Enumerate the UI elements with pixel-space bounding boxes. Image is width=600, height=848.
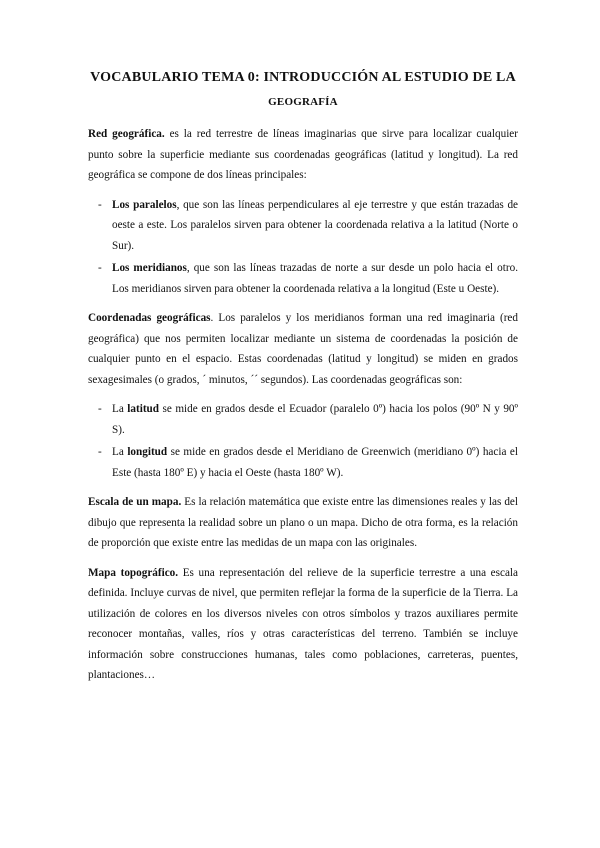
list-dash: - (98, 198, 102, 211)
meridianos-term: Los meridianos (112, 262, 187, 274)
coordenadas-text: . Los paralelos y los meridianos forman una red imaginaria (red geográfica) que nos permiten localizar mediante un sistema de coordenadas la posición de cualquier punto en el espacio. Estas coordenadas (latitud y longitud) se miden en grados sexagesimales (o grados, ´ minutos, ´´ segundos). Las coordenadas geográficas son: (88, 312, 518, 386)
list-item-longitud (98, 442, 518, 483)
list-item-paralelos (98, 195, 518, 257)
meridianos-text: , que son las líneas trazadas de norte a sur desde un polo hacia el otro. Los meridianos sirven para obtener la coordenada relativa a la longitud (Este u Oeste). (112, 262, 518, 295)
list-item-latitud (98, 399, 518, 440)
mapa-topografico-paragraph (88, 563, 518, 686)
title-line-2: GEOGRAFÍA (268, 96, 338, 108)
list-dash: - (98, 403, 102, 415)
longitud-term: longitud (127, 446, 168, 458)
escala-term: Escala de un mapa. (88, 496, 182, 508)
latitud-pre: La (112, 403, 128, 415)
list-item-meridianos (98, 258, 518, 299)
red-geografica-list (88, 195, 518, 300)
list-dash: - (98, 262, 102, 274)
longitud-text: se mide en grados desde el Meridiano de Greenwich (meridiano 0º) hacia el Este (hasta 180º E) y hacia el Oeste (hasta 180º W). (112, 446, 518, 479)
escala-text: Es la relación matemática que existe entre las dimensiones reales y las del dibujo que representa la realidad sobre un plano o un mapa. Dicho de otra forma, es la relación de proporción que existe entre las medidas de un mapa con las originales. (88, 496, 519, 549)
mapa-topografico-term: Mapa topográfico. (88, 566, 179, 579)
title-line-1: VOCABULARIO TEMA 0: INTRODUCCIÓN AL ESTUDIO DE LA (90, 70, 516, 85)
list-dash: - (98, 446, 102, 458)
coordenadas-list (88, 399, 518, 483)
red-geografica-term: Red geográfica. (88, 128, 165, 140)
coordenadas-term: Coordenadas geográficas (88, 312, 211, 324)
coordenadas-paragraph (88, 308, 518, 390)
escala-paragraph (88, 492, 518, 554)
longitud-pre: La (112, 446, 128, 458)
mapa-topografico-text: Es una representación del relieve de la superficie terrestre a una escala definida. Incluye curvas de nivel, que permiten reflejar la forma de la superficie de la Tierra. La utilización de colores en los diversos niveles con otros símbolos y trazos auxiliares permite reconocer montañas, valles, ríos y otras características del terreno. También se incluye información sobre construcciones humanas, tales como poblaciones, carreteras, puentes, plantaciones… (88, 566, 518, 681)
page-title (88, 66, 518, 114)
paralelos-term: Los paralelos (112, 198, 177, 211)
latitud-term: latitud (127, 403, 160, 415)
latitud-text: se mide en grados desde el Ecuador (paralelo 0º) hacia los polos (90º N y 90º S). (112, 403, 518, 436)
red-geografica-paragraph (88, 124, 518, 186)
paralelos-text: , que son las líneas perpendiculares al eje terrestre y que están trazadas de oeste a este. Los paralelos sirven para obtener la coordenada relativa a la latitud (Norte o Sur). (112, 198, 518, 252)
red-geografica-text: es la red terrestre de líneas imaginarias que sirve para localizar cualquier punto sobre la superficie mediante sus coordenadas geográficas (latitud y longitud). La red geográfica se compone de dos líneas principales: (88, 128, 518, 181)
document-page (88, 66, 518, 695)
